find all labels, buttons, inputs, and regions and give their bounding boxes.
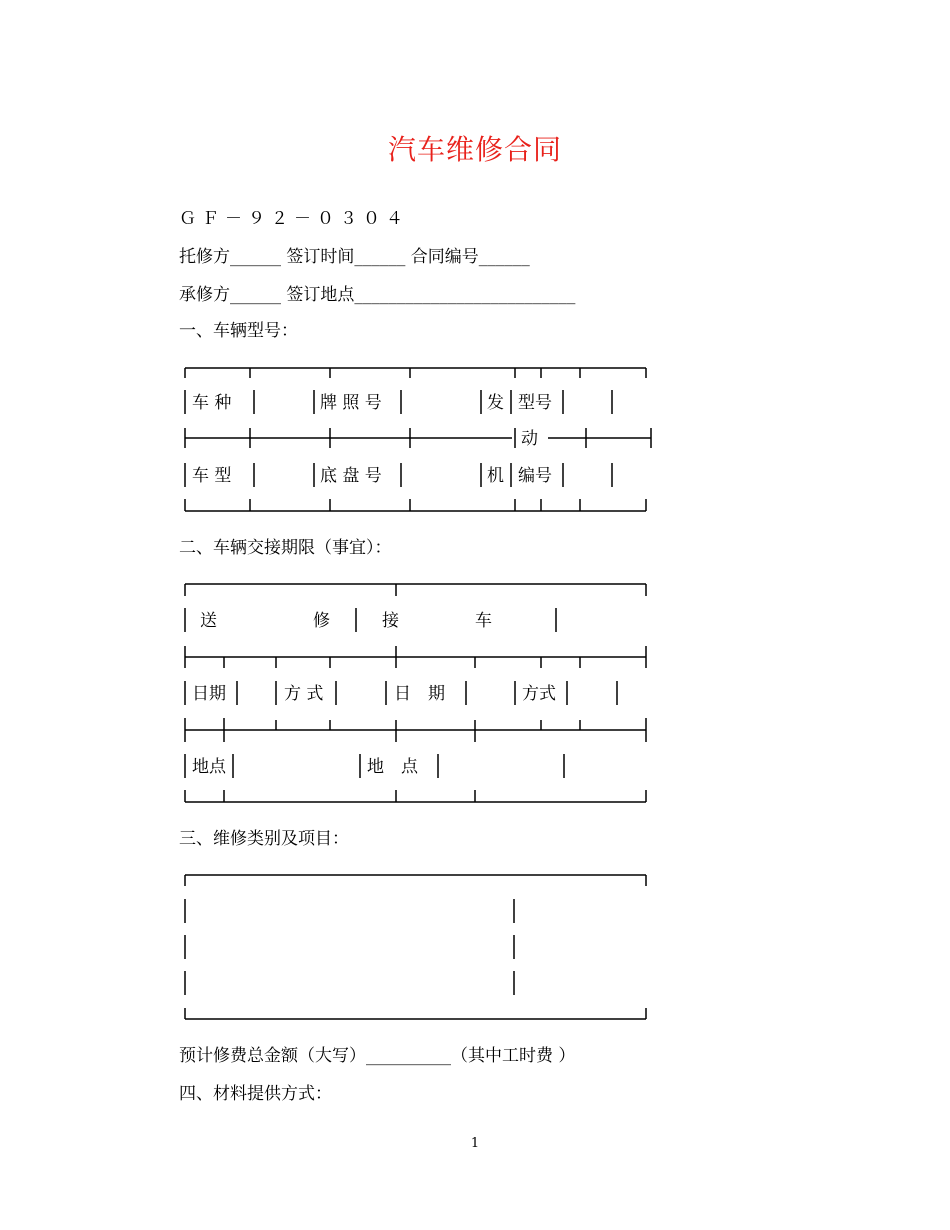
- pickup-date-label: 日 期: [394, 684, 445, 704]
- model-number-label: 型号: [518, 393, 552, 413]
- engine-ji-label: 机: [487, 466, 504, 486]
- page-title: 汽车维修合同: [387, 133, 562, 166]
- pickup-place-label: 地 点: [367, 757, 418, 777]
- car-type-label: 车 型: [192, 466, 232, 486]
- engine-fa-label: 发: [487, 393, 504, 413]
- chassis-number-label: 底 盘 号: [320, 466, 382, 486]
- pickup-method-label: 方式: [522, 684, 556, 704]
- section-4-heading: 四、材料提供方式：: [179, 1084, 332, 1104]
- send-place-label: 地点: [192, 757, 226, 777]
- section-1-heading: 一、车辆型号：: [179, 321, 298, 341]
- client-line: 托修方______ 签订时间______ 合同编号______: [179, 247, 530, 267]
- plate-number-label: 牌 照 号: [320, 393, 382, 413]
- section-3-heading: 三、维修类别及项目：: [179, 829, 349, 849]
- contract-code: ＧＦ－９２－０３０４: [179, 209, 409, 229]
- send-label: 送: [200, 611, 217, 631]
- pickup-label: 接: [382, 611, 399, 631]
- repairer-line: 承修方______ 签订地点__________________________: [179, 285, 576, 305]
- engine-dong-label: 动: [521, 429, 538, 449]
- send-method-label: 方 式: [284, 684, 324, 704]
- section-2-heading: 二、车辆交接期限（事宜）：: [179, 538, 392, 558]
- estimated-fee-line: 预计修费总金额（大写）__________（其中工时费 ）: [179, 1046, 576, 1066]
- repair-label: 修: [313, 611, 330, 631]
- serial-number-label: 编号: [518, 466, 552, 486]
- send-date-label: 日期: [192, 684, 226, 704]
- page-number: 1: [470, 1136, 480, 1151]
- car-kind-label: 车 种: [192, 393, 232, 413]
- car-label: 车: [475, 611, 492, 631]
